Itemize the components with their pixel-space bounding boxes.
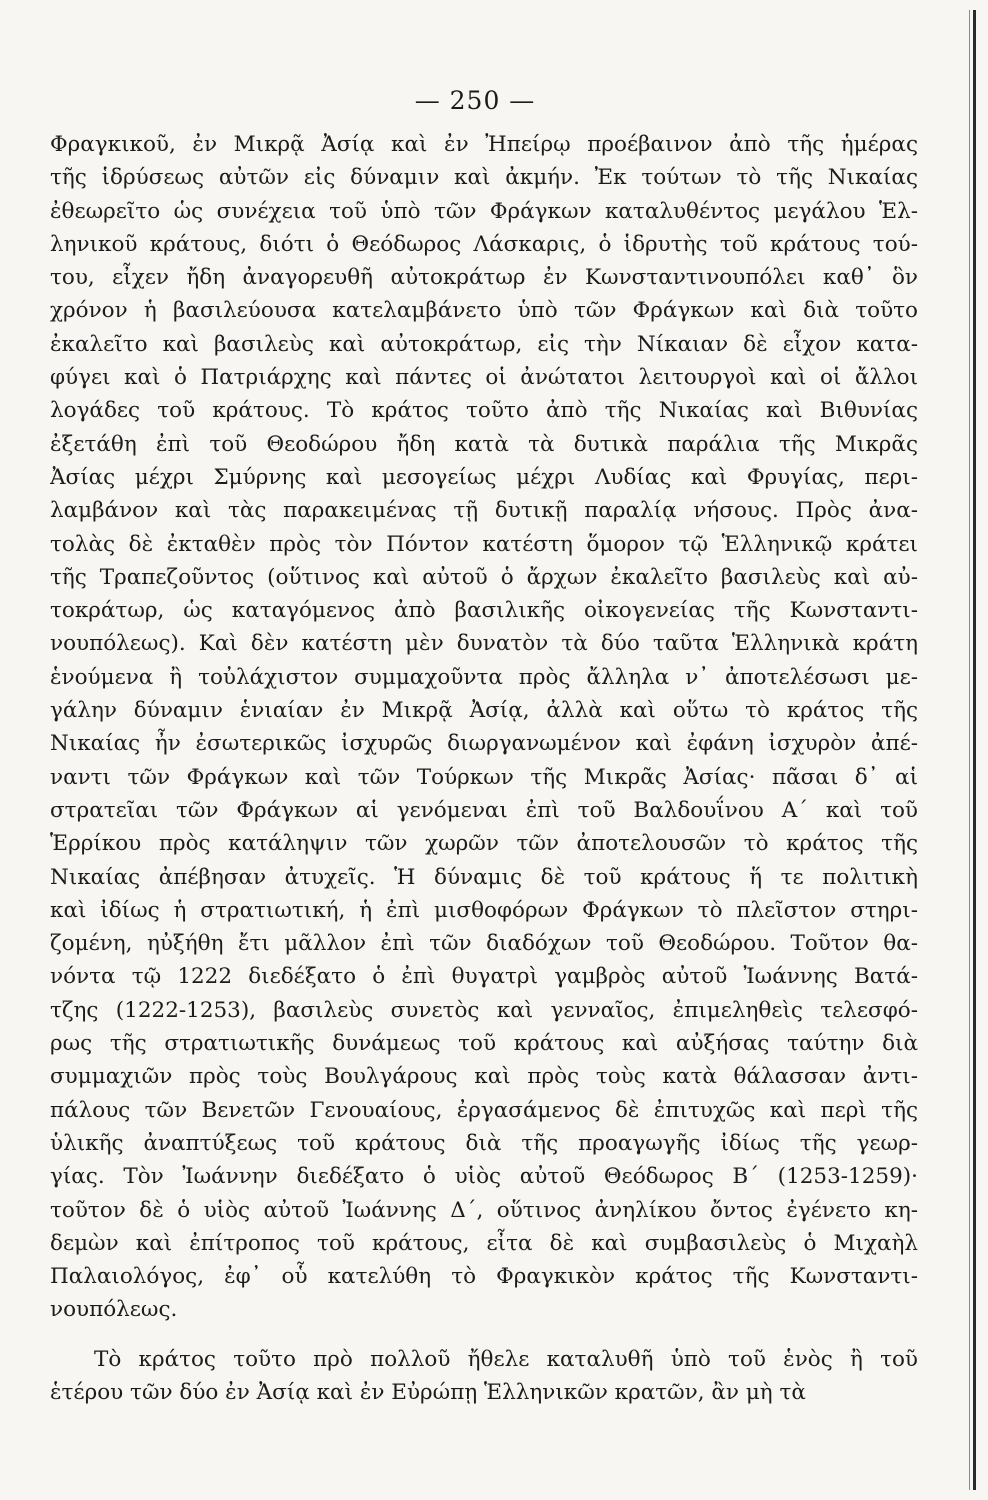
text-line: νόντα τῷ 1222 διεδέξατο ὁ ἐπὶ θυγατρὶ γαμβρὸς αὐτοῦ Ἰωάννης Βατά- bbox=[50, 964, 918, 990]
text-line: λογάδες τοῦ κράτους. Τὸ κράτος τοῦτο ἀπὸ τῆς Νικαίας καὶ Βιθυνίας bbox=[50, 398, 918, 424]
text-line: Παλαιολόγος, ἐφ᾽ οὗ κατελύθη τὸ Φραγκικὸν κράτος τῆς Κωνσταντι- bbox=[50, 1264, 918, 1290]
paragraph bbox=[50, 1343, 918, 1410]
paragraph bbox=[50, 128, 918, 1327]
text-line: καὶ ἰδίως ἡ στρατιωτική, ἡ ἐπὶ μισθοφόρων Φράγκων τὸ πλεῖστον στηρι- bbox=[50, 897, 918, 923]
text-line: φύγει καὶ ὁ Πατριάρχης καὶ πάντες οἱ ἀνώτατοι λειτουργοὶ καὶ οἱ ἄλλοι bbox=[50, 365, 918, 391]
text-line: Τὸ κράτος τοῦτο πρὸ πολλοῦ ἤθελε καταλυθῆ ὑπὸ τοῦ ἑνὸς ἢ τοῦ bbox=[94, 1346, 918, 1372]
text-line: τοκράτωρ, ὡς καταγόμενος ἀπὸ βασιλικῆς οἰκογενείας τῆς Κωνσταντι- bbox=[50, 598, 918, 624]
text-line: πάλους τῶν Βενετῶν Γενουαίους, ἐργασάμενος δὲ ἐπιτυχῶς καὶ περὶ τῆς bbox=[50, 1097, 918, 1123]
text-line: χρόνον ἡ βασιλεύουσα κατελαμβάνετο ὑπὸ τῶν Φράγκων καὶ διὰ τοῦτο bbox=[50, 298, 918, 324]
text-line: ρως τῆς στρατιωτικῆς δυνάμεως τοῦ κράτους καὶ αὐξήσας ταύτην διὰ bbox=[50, 1031, 918, 1057]
text-line: τῆς Τραπεζοῦντος (οὕτινος καὶ αὐτοῦ ὁ ἄρχων ἐκαλεῖτο βασιλεὺς καὶ αὐ- bbox=[50, 564, 918, 590]
page-edge-shadow bbox=[969, 10, 970, 1490]
text-line: στρατεῖαι τῶν Φράγκων αἱ γενόμεναι ἐπὶ τοῦ Βαλδουΐνου Α΄ καὶ τοῦ bbox=[50, 797, 918, 823]
text-line: ληνικοῦ κράτους, διότι ὁ Θεόδωρος Λάσκαρις, ὁ ἱδρυτὴς τοῦ κράτους τού- bbox=[50, 231, 918, 257]
text-line: Ἀσίας μέχρι Σμύρνης καὶ μεσογείως μέχρι Λυδίας καὶ Φρυγίας, περι- bbox=[50, 464, 918, 490]
text-line: νουπόλεως. bbox=[50, 1297, 178, 1323]
text-line: γάλην δύναμιν ἑνιαίαν ἐν Μικρᾷ Ἀσίᾳ, ἀλλὰ καὶ οὕτω τὸ κράτος τῆς bbox=[50, 698, 918, 724]
text-line: τῆς ἱδρύσεως αὐτῶν εἰς δύναμιν καὶ ἀκμήν. Ἐκ τούτων τὸ τῆς Νικαίας bbox=[50, 165, 918, 191]
text-line: γίας. Τὸν Ἰωάννην διεδέξατο ὁ υἱὸς αὐτοῦ Θεόδωρος Β΄ (1253-1259)· bbox=[50, 1164, 918, 1190]
text-line: Φραγκικοῦ, ἐν Μικρᾷ Ἀσίᾳ καὶ ἐν Ἠπείρῳ προέβαινον ἀπὸ τῆς ἡμέρας bbox=[50, 132, 918, 157]
text-line: νουπόλεως). Καὶ δὲν κατέστη μὲν δυνατὸν τὰ δύο ταῦτα Ἑλληνικὰ κράτη bbox=[50, 631, 918, 657]
text-line: τολὰς δὲ ἐκταθὲν πρὸς τὸν Πόντον κατέστη ὅμορον τῷ Ἑλληνικῷ κράτει bbox=[50, 531, 918, 557]
paragraph-gap bbox=[50, 1327, 918, 1343]
text-line: ἐθεωρεῖτο ὡς συνέχεια τοῦ ὑπὸ τῶν Φράγκων καταλυθέντος μεγάλου Ἑλ- bbox=[50, 198, 918, 224]
text-line: ὑλικῆς ἀναπτύξεως τοῦ κράτους διὰ τῆς προαγωγῆς ἰδίως τῆς γεωρ- bbox=[50, 1130, 918, 1156]
text-line: ἑνούμενα ἢ τοὐλάχιστον συμμαχοῦντα πρὸς ἄλληλα ν᾽ ἀποτελέσωσι με- bbox=[50, 664, 918, 690]
text-line: ἑτέρου τῶν δύο ἐν Ἀσίᾳ καὶ ἐν Εὐρώπῃ Ἑλληνικῶν κρατῶν, ἂν μὴ τὰ bbox=[50, 1379, 806, 1405]
text-line: του, εἶχεν ἤδη ἀναγορευθῆ αὐτοκράτωρ ἐν Κωνσταντινουπόλει καθ᾽ ὃν bbox=[50, 265, 918, 291]
text-line: ἐκαλεῖτο καὶ βασιλεὺς καὶ αὐτοκράτωρ, εἰς τὴν Νίκαιαν δὲ εἶχον κατα- bbox=[50, 331, 918, 357]
text-line: ναντι τῶν Φράγκων καὶ τῶν Τούρκων τῆς Μικρᾶς Ἀσίας· πᾶσαι δ᾽ αἱ bbox=[50, 764, 918, 790]
text-line: συμμαχιῶν πρὸς τοὺς Βουλγάρους καὶ πρὸς τοὺς κατὰ θάλασσαν ἀντι- bbox=[50, 1064, 918, 1090]
text-line: λαμβάνον καὶ τὰς παρακειμένας τῇ δυτικῇ παραλίᾳ νήσους. Πρὸς ἀνα- bbox=[50, 498, 918, 524]
page-edge bbox=[973, 10, 976, 1490]
text-line: τοῦτον δὲ ὁ υἱὸς αὐτοῦ Ἰωάννης Δ΄, οὕτινος ἀνηλίκου ὄντος ἐγένετο κη- bbox=[50, 1197, 918, 1223]
text-line: Νικαίας ἦν ἐσωτερικῶς ἰσχυρῶς διωργανωμένον καὶ ἐφάνη ἰσχυρὸν ἀπέ- bbox=[50, 731, 918, 757]
text-line: ζομένη, ηὐξήθη ἔτι μᾶλλον ἐπὶ τῶν διαδόχων τοῦ Θεοδώρου. Τοῦτον θα- bbox=[50, 931, 918, 957]
page-number: — 250 — bbox=[414, 86, 536, 115]
text-line: Ἑρρίκου πρὸς κατάληψιν τῶν χωρῶν τῶν ἀποτελουσῶν τὸ κράτος τῆς bbox=[50, 831, 918, 857]
body-text bbox=[50, 128, 918, 1409]
text-line: ἐξετάθη ἐπὶ τοῦ Θεοδώρου ἤδη κατὰ τὰ δυτικὰ παράλια τῆς Μικρᾶς bbox=[50, 431, 918, 457]
text-line: δεμὼν καὶ ἐπίτροπος τοῦ κράτους, εἶτα δὲ καὶ συμβασιλεὺς ὁ Μιχαὴλ bbox=[50, 1230, 918, 1256]
text-line: τζης (1222-1253), βασιλεὺς συνετὸς καὶ γενναῖος, ἐπιμεληθεὶς τελεσφό- bbox=[50, 997, 918, 1023]
text-line: Νικαίας ἀπέβησαν ἀτυχεῖς. Ἡ δύναμις δὲ τοῦ κράτους ἥ τε πολιτικὴ bbox=[50, 864, 918, 890]
